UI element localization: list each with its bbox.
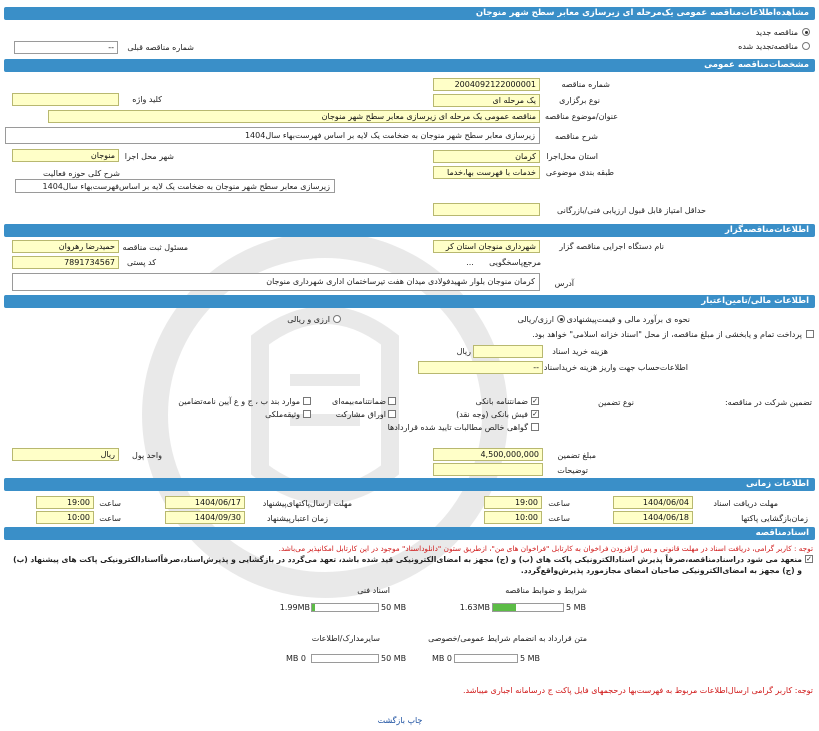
notes-label: توضیحات (557, 466, 588, 475)
new-tender-label: مناقصه جدید (755, 28, 798, 37)
fx-radio[interactable] (333, 315, 341, 323)
guarantee-bank-checkbox: ✓ (532, 397, 538, 405)
description-field: زیرسازی معابر سطح شهر منوجان به ضخامت یک لایه بر اساس فهرست‌بهاء سال1404 (5, 127, 540, 144)
open-date-field: 1404/06/18 (613, 511, 693, 524)
page-title: مشاهده‌اطلاعات‌مناقصه عمومی یک‌مرحله ای زیرسازی معابر سطح شهر منوجان (4, 7, 815, 20)
rial-radio[interactable] (557, 315, 565, 323)
currency-label: واحد پول (132, 451, 162, 460)
guarantee-bonds-checkbox (388, 410, 396, 418)
doc-fee-field (473, 345, 543, 358)
doc-tech-label: اسناد فنی (357, 586, 390, 595)
guarantee-property-checkbox (303, 410, 311, 418)
submit-time-field: 19:00 (36, 496, 94, 509)
print-back-link[interactable]: چاپ بازگشت (377, 716, 423, 725)
scope-label: شرح کلی حوزه فعالیت (43, 169, 120, 178)
province-label: استان محل‌اجرا (546, 152, 598, 161)
guarantee-claims-label: گواهی خالص مطالبات تایید شده قراردادها (387, 423, 528, 432)
doc-contract-max: 5 MB (520, 654, 541, 663)
timing-section-header: اطلاعات زمانی (4, 478, 815, 491)
submit-time-label: ساعت (99, 499, 121, 508)
city-field: منوجان (12, 149, 119, 162)
commitment-checkbox: ✓ (806, 555, 812, 563)
doc-tech-size: 1.99MB (279, 603, 310, 612)
doc-recv-time-field: 19:00 (484, 496, 542, 509)
postal-code-label: کد پستی (127, 258, 156, 267)
doc-contract-size: 0 MB (431, 654, 452, 663)
open-time-field: 10:00 (484, 511, 542, 524)
validity-label: زمان اعتبارپیشنهاد (266, 514, 328, 523)
organizer-section-header: اطلاعات‌مناقصه‌گزار (4, 224, 815, 237)
validity-date-field: 1404/09/30 (165, 511, 245, 524)
submit-label: مهلت ارسال‌پاکتهای‌پیشنهاد (262, 499, 352, 508)
doc-terms-progress (492, 603, 564, 612)
guarantee-label: تضمین شرکت در مناقصه: (724, 398, 812, 407)
doc-fee-label: هزینه خرید اسناد (552, 347, 608, 356)
doc-recv-time-label: ساعت (548, 499, 570, 508)
doc-terms-progress-fill (493, 604, 516, 611)
account-field: -- (418, 361, 543, 374)
reply-label: مرجع‌پاسخگویی (489, 258, 541, 267)
doc-tech-progress (311, 603, 379, 612)
currency-field: ریال (12, 448, 119, 461)
tender-number-label: شماره مناقصه (561, 80, 610, 89)
category-label: طبقه بندی موضوعی (545, 168, 614, 177)
doc-recv-date-field: 1404/06/04 (613, 496, 693, 509)
description-label: شرح مناقصه (554, 132, 598, 141)
tender-number-field: 2004092122000001 (433, 78, 540, 91)
commitment-text: منعهد می شود دراسناد‌مناقصه،صرفاً پذیرش اسنادالکترونیکی پاکت های (ب) و (ج) مجهز به امضای‌الکترونیکی قید شده باشد، تعهد می‌گردد در بازگشایی و پذیرش‌اسناد،صرفاًاسنادالکترونیکی پاکت های پیشنهاد (ب) و (ج) مجهز به امضای‌الکترونیکی صاحبان امضای مجازمورد پذیرش‌واقع‌گردد. (13, 555, 802, 575)
notes-field (433, 463, 543, 476)
guarantee-bonds-label: اوراق مشارکت (335, 410, 386, 419)
doc-other-size: 0 MB (285, 654, 306, 663)
prev-tender-number-field[interactable]: -- (14, 41, 118, 54)
doc-other-label: سایرمدارک/اطلاعات (311, 634, 380, 643)
guarantee-property-label: وثیقه‌ملکی (265, 410, 300, 419)
min-score-field (433, 203, 540, 216)
doc-terms-max: 5 MB (566, 603, 587, 612)
responsible-field: حمیدرضا رهروان (12, 240, 119, 253)
prev-tender-label: شماره مناقصه قبلی (127, 43, 194, 52)
bottom-notice: توجه: کاربر گرامی ارسال‌اطلاعات مربوط به فهرست‌بها درحجمهای فایل پاکت ج درسامانه اجباری میباشد. (463, 686, 813, 695)
renewed-tender-label: مناقصه‌تجدید شده (738, 42, 798, 51)
city-label: شهر محل اجرا (124, 152, 174, 161)
new-tender-radio[interactable] (802, 28, 810, 36)
address-label: آدرس (554, 279, 574, 288)
doc-contract-progress (454, 654, 518, 663)
guarantee-type-label: نوع تضمین (598, 398, 634, 407)
guarantee-amount-field: 4,500,000,000 (433, 448, 543, 461)
guarantee-check-checkbox: ✓ (532, 410, 538, 418)
guarantee-other-checkbox (303, 397, 311, 405)
province-field: کرمان (433, 150, 540, 163)
guarantee-bank-label: ضمانتنامه بانکی (475, 397, 528, 406)
organizer-name-label: نام دستگاه اجرایی مناقصه گزار (559, 242, 664, 251)
responsible-label: مسئول ثبت مناقصه (122, 243, 188, 252)
treasury-text: پرداخت تمام و یابخشی از مبلغ مناقصه، از محل "اسناد خزانه اسلامی" خواهد بود. (532, 330, 802, 339)
doc-tech-max: 50 MB (381, 603, 407, 612)
scope-field: زیرسازی معابر سطح شهر منوجان به ضخامت یک لایه بر اساس‌فهرست‌بهاء سال1404 (15, 179, 335, 193)
doc-contract-label: متن قرارداد به انضمام شرایط عمومی/خصوصی (428, 634, 587, 643)
address-field: کرمان منوجان بلوار شهیدفولادی میدان هفت تیرساختمان اداری شهرداری منوجان (12, 273, 540, 291)
financial-section-header: اطلاعات مالی/تامین‌اعتبار (4, 295, 815, 308)
fx-radio-label: ارزی و ریالی (287, 315, 330, 324)
subject-label: عنوان/موضوع مناقصه (545, 112, 618, 121)
category-field: خدمات با فهرست بها،خدما (433, 166, 540, 179)
subject-field: مناقصه عمومی یک مرحله ای زیرسازی معابر سطح شهر منوجان (48, 110, 540, 123)
guarantee-other-label: موارد بند ب ، ج و ع آیین نامه‌تضامین (178, 397, 300, 406)
keyword-label: کلید واژه (132, 95, 162, 104)
account-label: اطلاعات‌حساب جهت واریز هزینه خریداسناد (543, 363, 688, 372)
doc-tech-progress-fill (312, 604, 315, 611)
guarantee-claims-checkbox (531, 423, 539, 431)
doc-other-max: 50 MB (381, 654, 407, 663)
doc-terms-label: شرایط و ضوابط مناقصه (505, 586, 587, 595)
open-time-label: ساعت (548, 514, 570, 523)
validity-time-field: 10:00 (36, 511, 94, 524)
treasury-checkbox[interactable] (806, 330, 814, 338)
submit-date-field: 1404/06/17 (165, 496, 245, 509)
rial-radio-label: ارزی/ریالی (517, 315, 554, 324)
general-section-header: مشخصات‌مناقصه عمومی (4, 59, 815, 72)
open-label: زمان‌بازگشایی پاکتها (741, 514, 808, 523)
postal-code-field: 7891734567 (12, 256, 119, 269)
doc-recv-label: مهلت دریافت اسناد (713, 499, 778, 508)
organizer-name-field: شهرداری منوجان استان کر (433, 240, 540, 253)
doc-fee-unit: ریال (456, 347, 471, 356)
reply-field: ... (466, 258, 474, 267)
guarantee-check-label: فیش بانکی (وجه نقد) (456, 410, 528, 419)
renewed-tender-radio[interactable] (802, 42, 810, 50)
estimate-label: نحوه ی برآورد مالی و قیمت‌پیشنهادی (566, 315, 690, 324)
keyword-field (12, 93, 119, 106)
doc-terms-size: 1.63MB (459, 603, 490, 612)
documents-section-header: اسنادمناقصه (4, 527, 815, 540)
guarantee-insurance-checkbox (388, 397, 396, 405)
guarantee-amount-label: مبلغ تضمین (557, 451, 596, 460)
documents-notice: توجه : کاربر گرامی، دریافت اسناد در مهلت قانونی و پس ازافزودن فراخوان به کارتابل "فراخوان های من"، ازطریق ستون "دانلوداسناد" موجود در این کارتابل امکانپذیر می‌باشد. (278, 544, 813, 553)
min-score-label: حداقل امتیاز قابل قبول ارزیابی فنی/بازرگانی (557, 206, 706, 215)
doc-other-progress (311, 654, 379, 663)
guarantee-insurance-label: ضمانتنامه‌بیمه‌ای (332, 397, 386, 406)
holding-type-label: نوع برگزاری (559, 96, 600, 105)
holding-type-field: یک مرحله ای (433, 94, 540, 107)
validity-time-label: ساعت (99, 514, 121, 523)
